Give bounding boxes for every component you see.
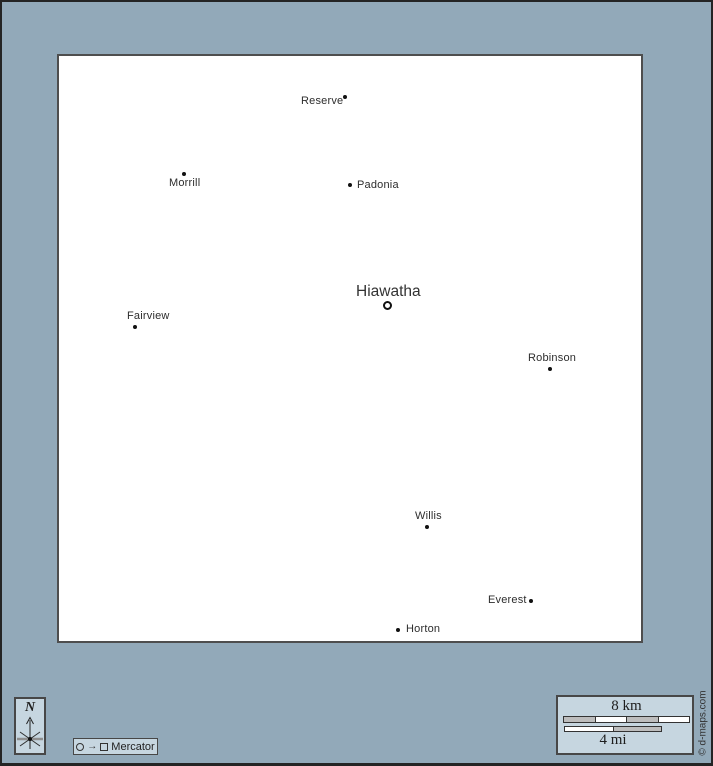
town-label-robinson: Robinson [528,352,577,364]
scale-mi-label: 4 mi [599,732,627,748]
mi-bar-segment [565,727,613,731]
km-bar-segment [626,717,658,722]
copyright-credit: © d-maps.com [697,690,709,756]
town-dot-fairview [133,325,137,329]
town-dot-willis [425,525,429,529]
scale-km-bar [563,716,690,723]
projection-globe-icon [76,743,84,751]
compass-rose-icon [16,716,44,752]
town-dot-morrill [182,172,186,176]
compass-north-label: N [24,700,36,715]
town-label-willis: Willis [415,510,442,522]
km-bar-segment [564,717,595,722]
town-label-horton: Horton [406,623,441,635]
scale-km-label: 8 km [611,698,642,714]
town-dot-horton [396,628,400,632]
km-bar-segment [658,717,690,722]
mi-bar-segment [613,727,662,731]
town-label-reserve: Reserve [301,95,344,107]
city-marker-hiawatha [383,301,392,310]
km-bar-segment [595,717,627,722]
town-dot-reserve [343,95,347,99]
compass-box [14,697,46,755]
town-label-fairview: Fairview [127,310,170,322]
projection-label: Mercator [111,740,155,753]
town-dot-everest [529,599,533,603]
town-dot-padonia [348,183,352,187]
town-label-morrill: Morrill [169,177,201,189]
projection-arrow-icon: → [87,740,98,752]
projection-box [73,738,158,755]
town-label-everest: Everest [488,594,527,606]
town-label-padonia: Padonia [357,179,399,191]
projection-plane-icon [100,743,108,751]
scale-box [556,695,694,755]
town-dot-robinson [548,367,552,371]
city-label-hiawatha: Hiawatha [356,283,421,300]
